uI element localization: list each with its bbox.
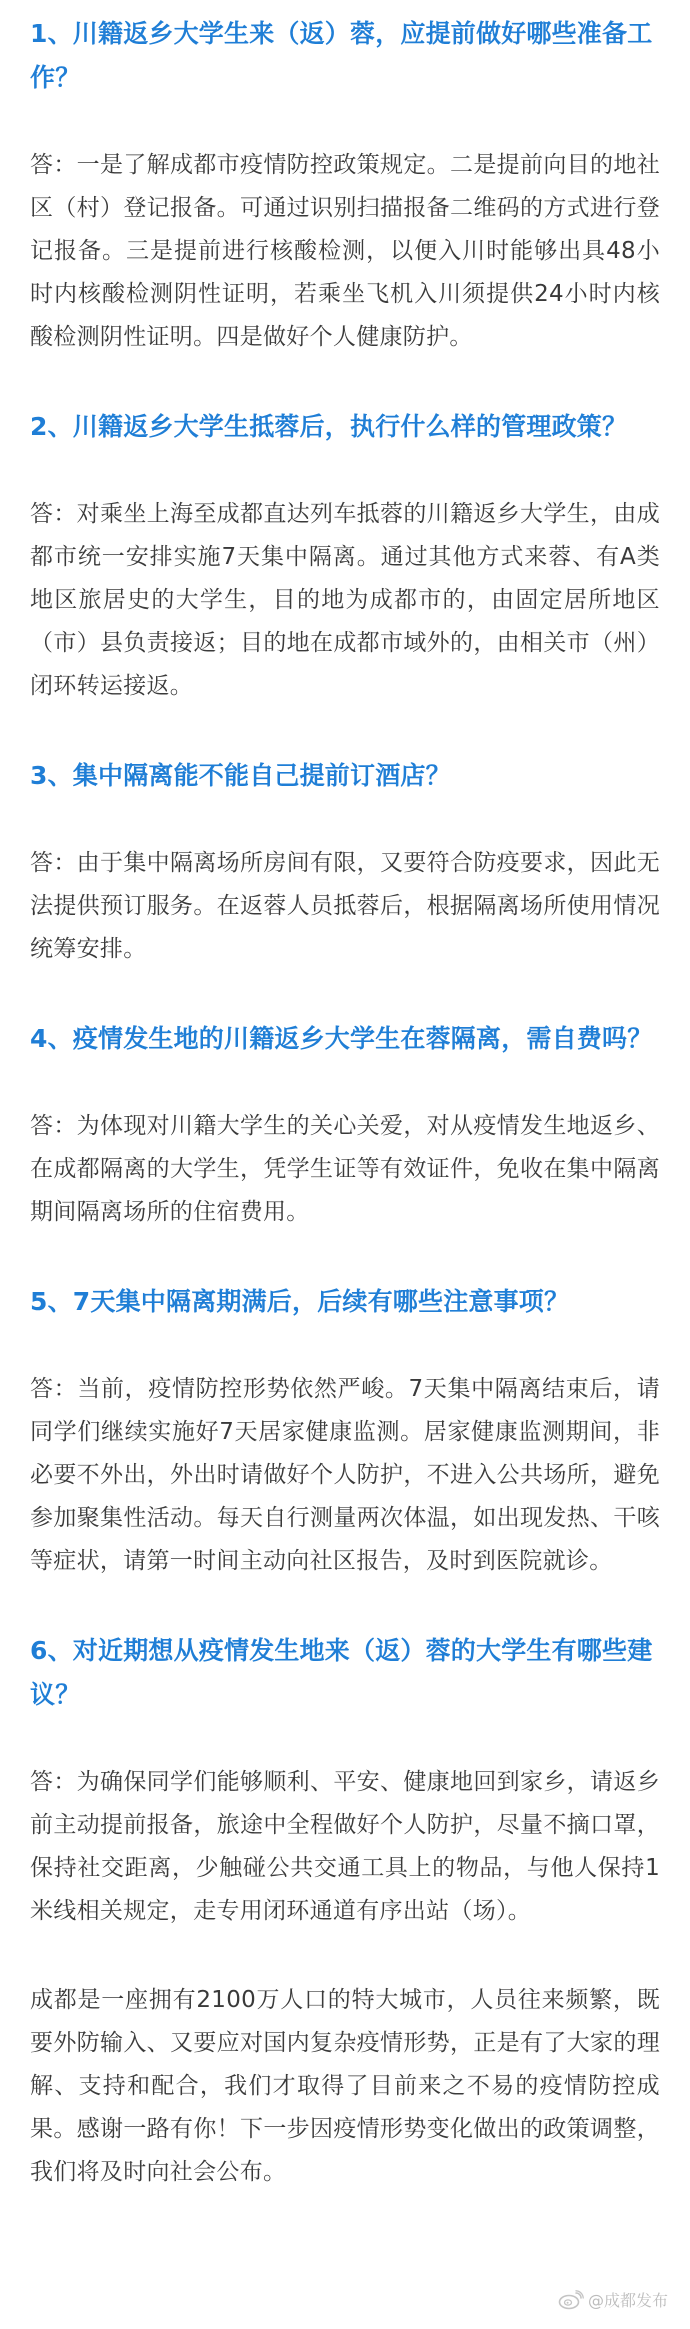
question-4: 4、疫情发生地的川籍返乡大学生在蓉隔离，需自费吗？: [30, 1024, 653, 1053]
answer-1: 答：一是了解成都市疫情防控政策规定。二是提前向目的地社区（村）登记报备。可通过识别扫描报备二维码的方式进行登记报备。三是提前进行核酸检测，以便入川时能够出具48小时内核酸检测阴性证明，若乘坐飞机入川须提供24小时内核酸检测阴性证明。四是做好个人健康防护。: [30, 152, 660, 350]
answer-5: 答：当前，疫情防控形势依然严峻。7天集中隔离结束后，请同学们继续实施好7天居家健康监测。居家健康监测期间，非必要不外出，外出时请做好个人防护，不进入公共场所，避免参加聚集性活动。每天自行测量两次体温，如出现发热、干咳等症状，请第一时间主动向社区报告，及时到医院就诊。: [30, 1376, 660, 1574]
qa-item-2: [30, 405, 660, 754]
question-5: 5、7天集中隔离期满后，后续有哪些注意事项？: [30, 1287, 570, 1316]
qa-item-4: [30, 1017, 660, 1280]
question-2: 2、川籍返乡大学生抵蓉后，执行什么样的管理政策？: [30, 412, 628, 441]
answer-6: 答：为确保同学们能够顺利、平安、健康地回到家乡，请返乡前主动提前报备，旅途中全程做好个人防护，尽量不摘口罩，保持社交距离，少触碰公共交通工具上的物品，与他人保持1米线相关规定，走专用闭环通道有序出站（场）。: [30, 1769, 660, 1924]
question-3: 3、集中隔离能不能自己提前订酒店？: [30, 761, 451, 790]
answer-2: 答：对乘坐上海至成都直达列车抵蓉的川籍返乡大学生，由成都市统一安排实施7天集中隔离。通过其他方式来蓉、有A类地区旅居史的大学生，目的地为成都市的，由固定居所地区（市）县负责接返；目的地在成都市域外的，由相关市（州）闭环转运接返。: [30, 501, 660, 699]
qa-item-1: [30, 12, 660, 405]
question-6: 6、对近期想从疫情发生地来（返）蓉的大学生有哪些建议？: [30, 1636, 653, 1709]
weibo-icon: [558, 2290, 584, 2310]
closing-paragraph: 成都是一座拥有2100万人口的特大城市，人员往来频繁，既要外防输入、又要应对国内复杂疫情形势，正是有了大家的理解、支持和配合，我们才取得了目前来之不易的疫情防控成果。感谢一路有你！下一步因疫情形势变化做出的政策调整，我们将及时向社会公布。: [30, 1987, 660, 2185]
qa-item-5: [30, 1280, 660, 1629]
watermark: [558, 2288, 668, 2311]
qa-item-3: [30, 754, 660, 1017]
question-1: 1、川籍返乡大学生来（返）蓉，应提前做好哪些准备工作？: [30, 19, 653, 92]
watermark-text: @成都发布: [587, 2291, 668, 2310]
answer-4: 答：为体现对川籍大学生的关心关爱，对从疫情发生地返乡、在成都隔离的大学生，凭学生证等有效证件，免收在集中隔离期间隔离场所的住宿费用。: [30, 1113, 660, 1225]
answer-3: 答：由于集中隔离场所房间有限，又要符合防疫要求，因此无法提供预订服务。在返蓉人员抵蓉后，根据隔离场所使用情况统筹安排。: [30, 850, 660, 962]
qa-item-6: [30, 1629, 660, 1979]
